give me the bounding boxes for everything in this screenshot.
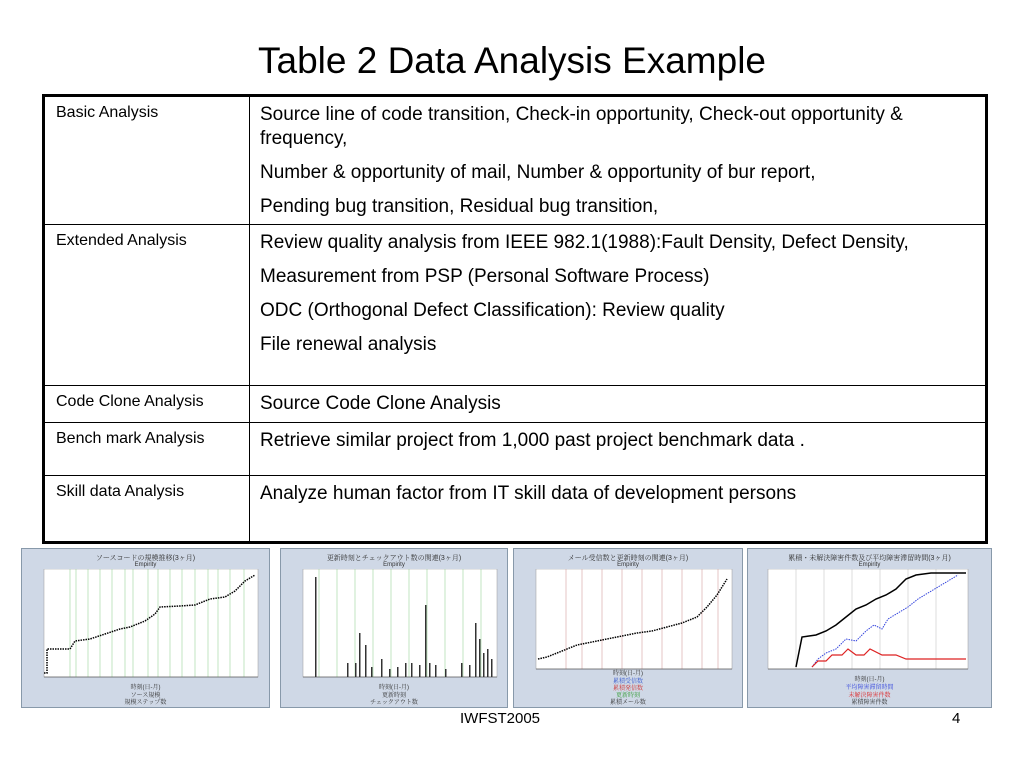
thumbnail-subtitle: Empirity xyxy=(383,562,405,568)
table-row xyxy=(44,96,987,225)
thumbnail-legend: 規模ステップ数 xyxy=(124,700,167,706)
description-line: Pending bug transition, Residual bug transition, xyxy=(260,196,659,217)
thumbnail-legend: 累積障害件数 xyxy=(851,700,888,706)
thumbnail-title: メール受信数と更新時刻の関連(3ヶ月) xyxy=(567,555,689,562)
description-line: File renewal analysis xyxy=(260,334,437,355)
thumbnail-chart-image xyxy=(289,569,499,687)
description-line: Measurement from PSP (Personal Software Process) xyxy=(260,266,710,287)
thumbnail-legend: ソース規模 xyxy=(130,693,161,699)
description-line: Source Code Clone Analysis xyxy=(260,393,501,414)
category-cell: Bench mark Analysis xyxy=(44,423,250,476)
thumbnail-source-size xyxy=(21,548,270,708)
thumbnail-legend: 未解決障害件数 xyxy=(848,693,891,699)
analysis-table xyxy=(42,94,988,544)
thumbnail-title: ソースコードの規模推移(3ヶ月) xyxy=(95,555,196,562)
description-cell xyxy=(250,423,987,476)
thumbnail-chart-image xyxy=(522,569,734,679)
table-row xyxy=(44,476,987,543)
description-line: Review quality analysis from IEEE 982.1(1988):Fault Density, Defect Density, xyxy=(260,232,909,253)
thumbnail-subtitle: Empirity xyxy=(134,562,157,568)
footer-page-number: 4 xyxy=(952,710,961,727)
thumbnail-chart-image xyxy=(756,569,983,679)
thumbnail-legend: 累積発信数 xyxy=(612,686,643,692)
description-line: Number & opportunity of mail, Number & opportunity of bur report, xyxy=(260,162,816,183)
thumbnail-bugs xyxy=(747,548,992,708)
category-cell: Skill data Analysis xyxy=(44,476,250,543)
description-cell xyxy=(250,386,987,423)
description-cell xyxy=(250,96,987,225)
thumbnail-title: 更新時刻とチェックアウト数の関連(3ヶ月) xyxy=(326,555,462,562)
category-cell: Basic Analysis xyxy=(44,96,250,225)
thumbnail-legend: 累積メール数 xyxy=(610,700,646,706)
footer-conference: IWFST2005 xyxy=(460,710,541,727)
description-line: ODC (Orthogonal Defect Classification): Review quality xyxy=(260,300,725,321)
thumbnail-legend: 平均障害滞留時間 xyxy=(845,685,894,691)
category-cell: Code Clone Analysis xyxy=(44,386,250,423)
thumbnail-checkout xyxy=(280,548,508,708)
thumbnail-subtitle: Empirity xyxy=(617,562,639,568)
thumbnail-mail xyxy=(513,548,743,708)
thumbnail-legend: 更新時刻 xyxy=(615,693,640,699)
slide-title: Table 2 Data Analysis Example xyxy=(258,40,766,81)
thumbnail-chart-image xyxy=(30,569,261,687)
description-cell xyxy=(250,476,987,543)
thumbnail-xlabel: 時刻(日-月) xyxy=(613,671,643,677)
category-cell: Extended Analysis xyxy=(44,225,250,386)
description-line: Retrieve similar project from 1,000 past project benchmark data . xyxy=(260,430,805,451)
description-line: Source line of code transition, Check-in opportunity, Check-out opportunity & frequency, xyxy=(260,104,903,149)
table-row xyxy=(44,423,987,476)
thumbnail-subtitle: Empirity xyxy=(858,562,881,568)
description-cell xyxy=(250,225,987,386)
thumbnail-legend: チェックアウト数 xyxy=(370,700,418,706)
thumbnail-xlabel: 時刻(日-月) xyxy=(379,685,409,691)
thumbnail-title: 累積・未解決障害件数及び平均障害滞留時間(3ヶ月) xyxy=(788,555,951,562)
thumbnail-xlabel: 時刻(日-月) xyxy=(854,677,885,683)
thumbnail-legend: 更新時刻 xyxy=(381,693,406,699)
thumbnail-legend: 累積受信数 xyxy=(612,679,643,685)
table-row xyxy=(44,386,987,423)
thumbnail-xlabel: 時刻(日-月) xyxy=(130,685,161,691)
table-row xyxy=(44,225,987,386)
description-line: Analyze human factor from IT skill data of development persons xyxy=(260,483,797,504)
